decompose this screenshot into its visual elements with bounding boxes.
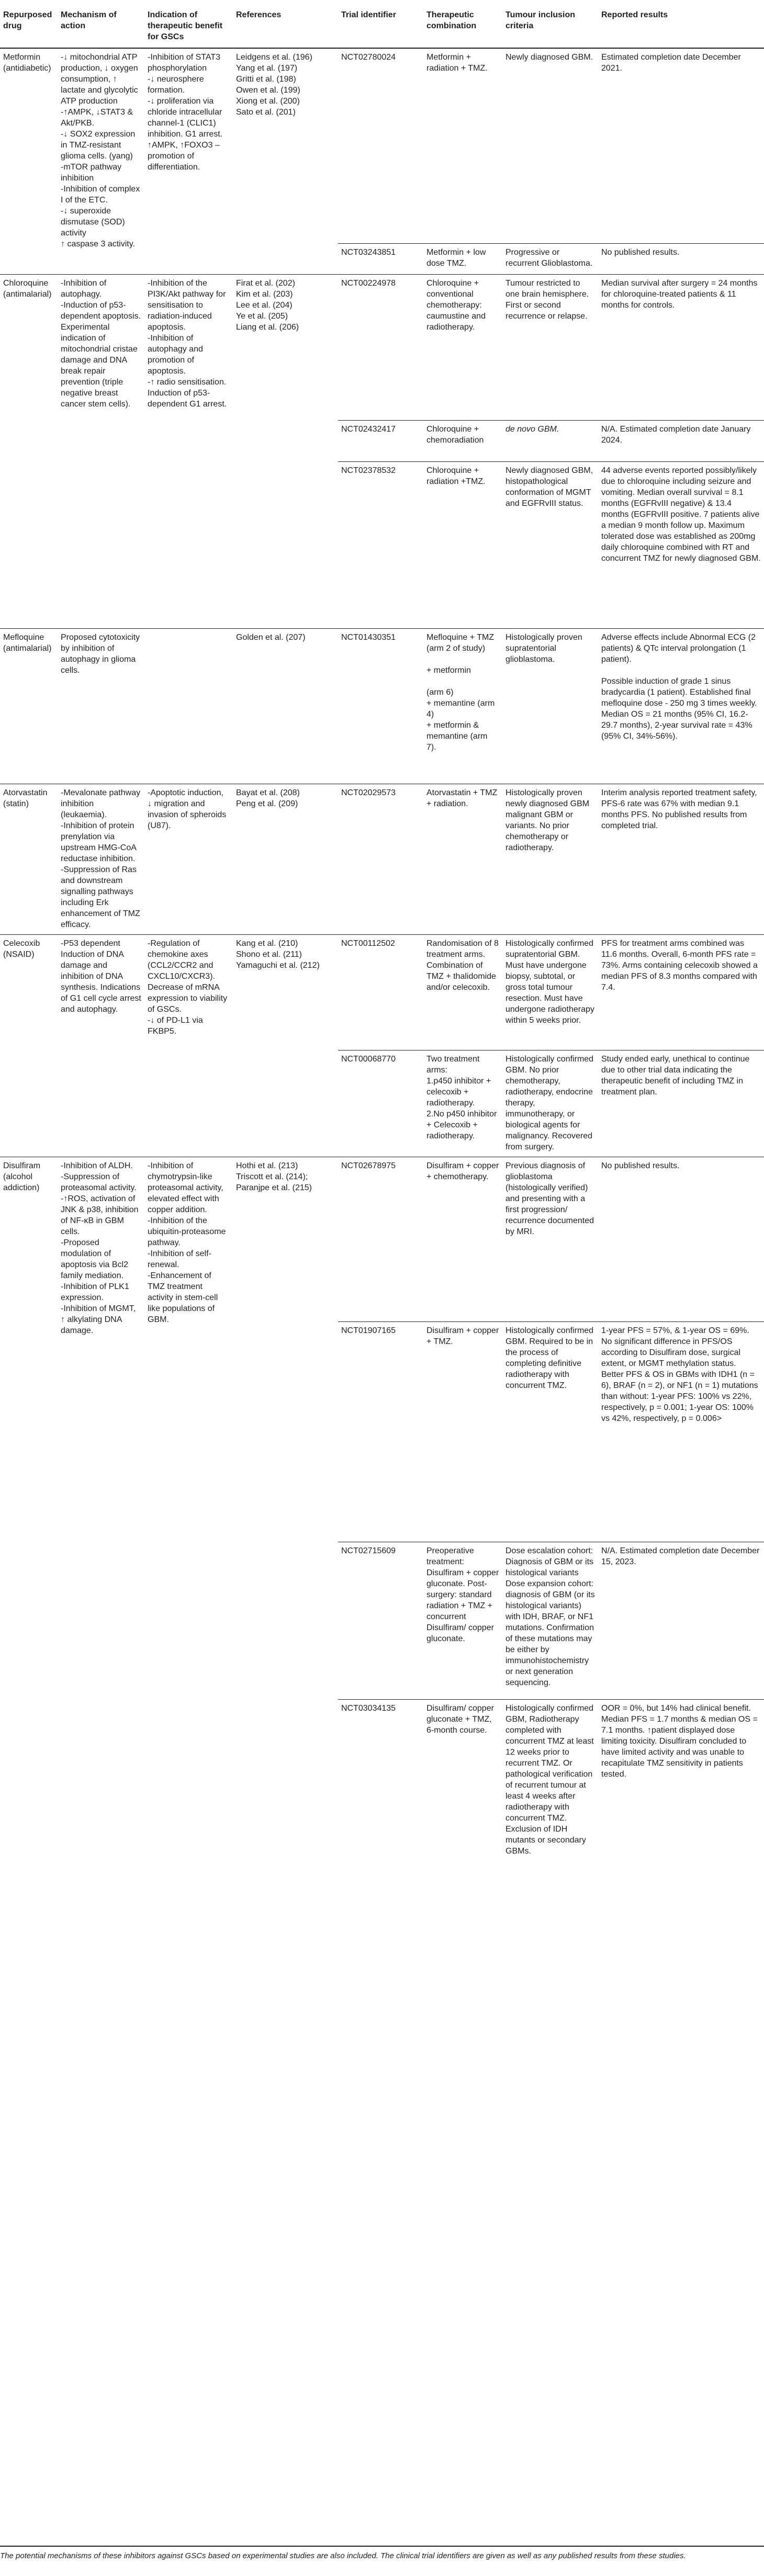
results-cell: 44 adverse events reported possibly/likely due to chloroquine including seizure and vomiting. Median overall survival = 8.1 months (EGFRvIII negative) & 13.4 months (EGFRvIII positive. 7 patients alive a median 9 month follow up. Maximum tolerated dose was established as 200mg daily chloroquine combined with RT and concurrent TMZ for newly diagnosed GBM. [598,462,764,629]
trial-id-cell: NCT03034135 [338,1700,423,1884]
header-row [0,0,764,48]
table-row [0,48,764,244]
trial-id-cell: NCT00112502 [338,935,423,1050]
table-body [0,48,764,1884]
criteria-cell: Newly diagnosed GBM, histopathological conformation of MGMT and EGFRvIII status. [502,462,598,629]
results-cell: Interim analysis reported treatment safety, PFS-6 rate was 67% with median 9.1 months PFS. No published results from completed trial. [598,784,764,935]
results-cell: No published results. [598,1157,764,1322]
header-results: Reported results [598,0,764,48]
drug-cell: Mefloquine (antimalarial) [0,629,58,784]
table-row [0,784,764,935]
combination-cell: Metformin + radiation + TMZ. [423,48,502,244]
benefit-cell: -Inhibition of STAT3 phosphorylation -↓ neurosphere formation. -↓ proliferation via chloride intracellular channel-1 (CLIC1) inhibition. G1 arrest. ↑AMPK, ↑FOXO3 – promotion of differentiation. [144,48,233,275]
mechanism-cell: -P53 dependent Induction of DNA damage and inhibition of DNA synthesis. Indications of G1 cell cycle arrest and autophagy. [58,935,144,1157]
combination-cell: Metformin + low dose TMZ. [423,244,502,275]
trial-id-cell: NCT02029573 [338,784,423,935]
trial-id-cell: NCT02678975 [338,1157,423,1322]
results-cell: Adverse effects include Abnormal ECG (2 patients) & QTc interval prolongation (1 patient). Possible induction of grade 1 sinus bradycardia (1 patient). Established final mefloquine dose - 250 mg 3 times weekly. Median OS = 21 months (95% CI, 16.2-29.7 months), 2-year survival rate = 43% (95% CI, 34%-56%). [598,629,764,784]
criteria-cell: Histologically proven newly diagnosed GBM malignant GBM or variants. No prior chemotherapy or radiotherapy. [502,784,598,935]
criteria-cell: Newly diagnosed GBM. [502,48,598,244]
header-combination: Therapeutic combination [423,0,502,48]
references-cell: Leidgens et al. (196) Yang et al. (197) Gritti et al. (198) Owen et al. (199) Xiong et al. (200) Sato et al. (201) [233,48,338,275]
drug-cell: Disulfiram (alcohol addiction) [0,1157,58,1884]
trial-id-cell: NCT01430351 [338,629,423,784]
header-trial-id: Trial identifier [338,0,423,48]
criteria-cell: Progressive or recurrent Glioblastoma. [502,244,598,275]
trial-id-cell: NCT02715609 [338,1542,423,1700]
combination-cell: Disulfiram + copper + TMZ. [423,1322,502,1542]
drug-cell: Metformin (antidiabetic) [0,48,58,275]
results-cell: N/A. Estimated completion date December 15, 2023. [598,1542,764,1700]
criteria-cell: Histologically confirmed GBM. Required to be in the process of completing definitive radiotherapy with concurrent TMZ. [502,1322,598,1542]
drug-cell: Celecoxib (NSAID) [0,935,58,1157]
combination-cell: Chloroquine + conventional chemotherapy: caumustine and radiotherapy. [423,275,502,421]
benefit-cell: -Regulation of chemokine axes (CCL2/CCR2 and CXCL10/CXCR3). Decrease of mRNA expression to viability of GSCs. -↓ of PD-L1 via FKBP5. [144,935,233,1157]
criteria-cell: Histologically proven supratentorial glioblastoma. [502,629,598,784]
results-cell: Study ended early, unethical to continue due to other trial data indicating the therapeutic benefit of including TMZ in treatment plan. [598,1050,764,1157]
header-references: References [233,0,338,48]
trial-id-cell: NCT02780024 [338,48,423,244]
criteria-cell: Tumour restricted to one brain hemisphere. First or second recurrence or relapse. [502,275,598,421]
criteria-cell: Histologically confirmed GBM, Radiotherapy completed with concurrent TMZ at least 12 weeks prior to recurrent TMZ. Or pathological verification of recurrent tumour at least 4 weeks after radiotherapy with concurrent TMZ. Exclusion of IDH mutants or secondary GBMs. [502,1700,598,1884]
table-row [0,275,764,421]
trial-id-cell: NCT00068770 [338,1050,423,1157]
benefit-cell: -Apoptotic induction, ↓ migration and invasion of spheroids (U87). [144,784,233,935]
table-row [0,1157,764,1322]
results-cell: OOR = 0%, but 14% had clinical benefit. Median PFS = 1.7 months & median OS = 7.1 months. ↑patient displayed dose limiting toxicity. Disulfiram concluded to have limited activity and was unable to recapitulate TMZ sensitivity in patients tested. [598,1700,764,1884]
table-row [0,935,764,1050]
benefit-cell: -Inhibition of the PI3K/Akt pathway for sensitisation to radiation-induced apoptosis. -Inhibition of autophagy and promotion of apoptosis. -↑ radio sensitisation. Induction of p53-dependent G1 arrest. [144,275,233,629]
criteria-cell: Dose escalation cohort: Diagnosis of GBM or its histological variants Dose expansion cohort: diagnosis of GBM (or its histological variants) with IDH, BRAF, or NF1 mutations. Confirmation of these mutations may be either by immunohistochemistry or next generation sequencing. [502,1542,598,1700]
references-cell: Hothi et al. (213) Triscott et al. (214); Paranjpe et al. (215) [233,1157,338,1884]
header-mechanism: Mechanism of action [58,0,144,48]
results-cell: Median survival after surgery = 24 months for chloroquine-treated patients & 11 months for controls. [598,275,764,421]
combination-cell: Randomisation of 8 treatment arms. Combination of TMZ + thalidomide and/or celecoxib. [423,935,502,1050]
combination-cell: Two treatment arms: 1.p450 inhibitor + celecoxib + radiotherapy. 2.No p450 inhibitor + Celecoxib + radiotherapy. [423,1050,502,1157]
trial-id-cell: NCT02378532 [338,462,423,629]
criteria-cell: Histologically confirmed supratentorial GBM. Must have undergone biopsy, subtotal, or gross total tumour resection. Must have undergone radiotherapy within 5 weeks prior. [502,935,598,1050]
references-cell: Golden et al. (207) [233,629,338,784]
results-cell: PFS for treatment arms combined was 11.6 months. Overall, 6-month PFS rate = 73%. Arms containing celecoxib showed a median PFS of 8.3 months compared with 7.4. [598,935,764,1050]
mechanism-cell: -Inhibition of ALDH. -Suppression of proteasomal activity. -↑ROS, activation of JNK & p38, inhibition of NF-κB in GBM cells. -Proposed modulation of apoptosis via Bcl2 family mediation. -Inhibition of PLK1 expression. -Inhibition of MGMT, ↑ alkylating DNA damage. [58,1157,144,1884]
combination-cell: Atorvastatin + TMZ + radiation. [423,784,502,935]
header-criteria: Tumour inclusion criteria [502,0,598,48]
table-footnote: The potential mechanisms of these inhibitors against GSCs based on experimental studies are also included. The clinical trial identifiers are given as well as any published results from these studies. [0,2546,764,2561]
header-drug: Repurposed drug [0,0,58,48]
references-cell: Bayat et al. (208) Peng et al. (209) [233,784,338,935]
combination-cell: Chloroquine + radiation +TMZ. [423,462,502,629]
mechanism-cell: Proposed cytotoxicity by inhibition of autophagy in glioma cells. [58,629,144,784]
table-row [0,629,764,784]
benefit-cell: -Inhibition of chymotrypsin-like proteasomal activity, elevated effect with copper addition. -Inhibition of the ubiquitin-proteasome pathway. -Inhibition of self-renewal. -Enhancement of TMZ treatment activity in stem-cell like populations of GBM. [144,1157,233,1884]
criteria-cell: Previous diagnosis of glioblastoma (histologically verified) and presenting with a first progression/ recurrence documented by MRI. [502,1157,598,1322]
results-cell: N/A. Estimated completion date January 2024. [598,421,764,462]
criteria-cell: de novo GBM. [502,421,598,462]
references-cell: Kang et al. (210) Shono et al. (211) Yamaguchi et al. (212) [233,935,338,1157]
combination-cell: Disulfiram + copper + chemotherapy. [423,1157,502,1322]
combination-cell: Chloroquine + chemoradiation [423,421,502,462]
results-cell: 1-year PFS = 57%, & 1-year OS = 69%. No significant difference in PFS/OS according to Disulfiram dose, surgical extent, or MGMT methylation status. Better PFS & OS in GBMs with IDH1 (n = 6), BRAF (n = 2), or NF1 (n = 1) mutations than without: 1-year PFS: 100% vs 22%, respectively, p = 0.001; 1-year OS: 100% vs 42%, respectively, p = 0.006> [598,1322,764,1542]
benefit-cell [144,629,233,784]
results-cell: Estimated completion date December 2021. [598,48,764,244]
trial-id-cell: NCT02432417 [338,421,423,462]
header-benefit: Indication of therapeutic benefit for GSCs [144,0,233,48]
drug-cell: Chloroquine (antimalarial) [0,275,58,629]
table-header [0,0,764,48]
combination-cell: Disulfiram/ copper gluconate + TMZ, 6-month course. [423,1700,502,1884]
references-cell: Firat et al. (202) Kim et al. (203) Lee et al. (204) Ye et al. (205) Liang et al. (206) [233,275,338,629]
combination-cell: Mefloquine + TMZ (arm 2 of study) + metformin (arm 6) + memantine (arm 4) + metformin & memantine (arm 7). [423,629,502,784]
trial-id-cell: NCT03243851 [338,244,423,275]
mechanism-cell: -↓ mitochondrial ATP production, ↓ oxygen consumption, ↑ lactate and glycolytic ATP production -↑AMPK, ↓STAT3 & Akt/PKB. -↓ SOX2 expression in TMZ-resistant glioma cells. (yang) -mTOR pathway inhibition -Inhibition of complex I of the ETC. -↓ superoxide dismutase (SOD) activity ↑ caspase 3 activity. [58,48,144,275]
mechanism-cell: -Inhibition of autophagy. -Induction of p53-dependent apoptosis. Experimental indication of mitochondrial cristae damage and DNA break repair prevention (triple negative breast cancer stem cells). [58,275,144,629]
mechanism-cell: -Mevalonate pathway inhibition (leukaemia). -Inhibition of protein prenylation via upstream HMG-CoA reductase inhibition. -Suppression of Ras and downstream signalling pathways including Erk enhancement of TMZ efficacy. [58,784,144,935]
results-cell: No published results. [598,244,764,275]
trial-id-cell: NCT00224978 [338,275,423,421]
combination-cell: Preoperative treatment: Disulfiram + copper gluconate. Post-surgery: standard radiation + TMZ + concurrent Disulfiram/ copper gluconate. [423,1542,502,1700]
criteria-cell: Histologically confirmed GBM. No prior chemotherapy, radiotherapy, endocrine therapy, immunotherapy, or biological agents for malignancy. Recovered from surgery. [502,1050,598,1157]
drug-cell: Atorvastatin (statin) [0,784,58,935]
trial-id-cell: NCT01907165 [338,1322,423,1542]
